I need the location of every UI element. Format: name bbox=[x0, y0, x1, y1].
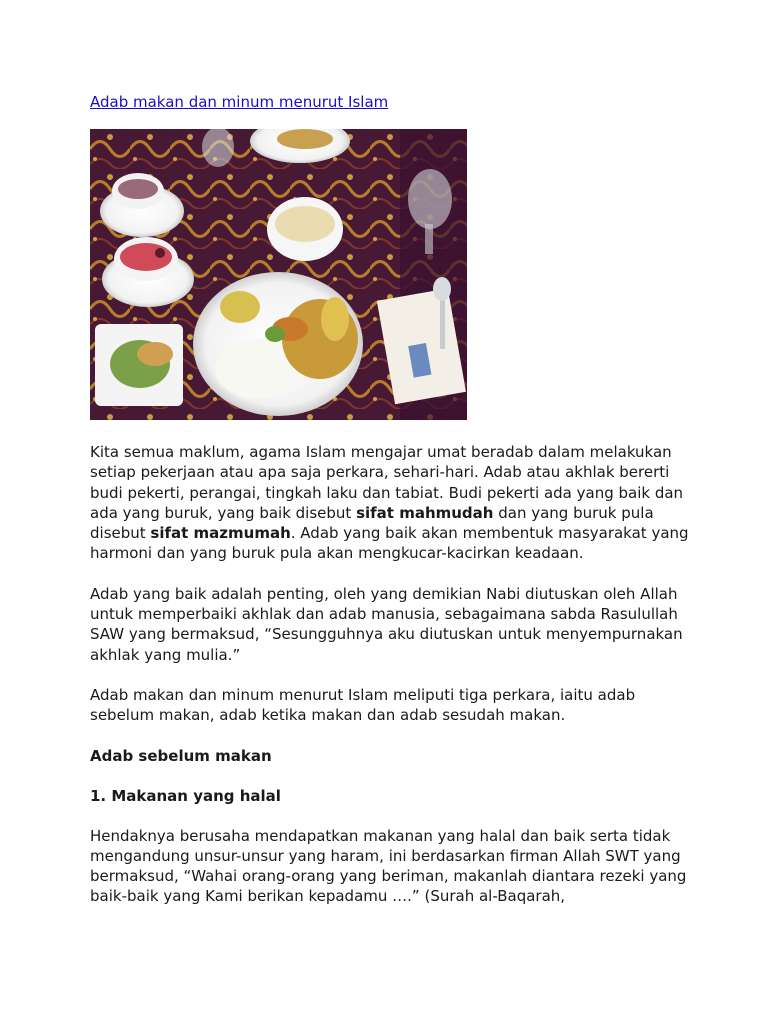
heading-makanan-halal: 1. Makanan yang halal bbox=[90, 786, 281, 805]
food-photo bbox=[90, 129, 467, 420]
article-title-link[interactable]: Adab makan dan minum menurut Islam bbox=[90, 93, 389, 111]
heading-adab-sebelum-makan: Adab sebelum makan bbox=[90, 746, 272, 765]
paragraph-tiga-perkara: Adab makan dan minum menurut Islam meliputi tiga perkara, iaitu adab sebelum makan, adab ketika makan dan adab sesudah makan. bbox=[90, 685, 636, 725]
term-sifat-mahmudah: sifat mahmudah bbox=[356, 503, 494, 522]
term-sifat-mazmumah: sifat mazmumah bbox=[150, 524, 291, 543]
article bbox=[90, 92, 690, 927]
paragraph-makanan-halal: Hendaknya berusaha mendapatkan makanan yang halal dan baik serta tidak mengandung unsur-unsur yang haram, ini berdasarkan firman Allah SWT yang bermaksud, “Wahai orang-orang yang beriman, makanlah diantara rezeki yang baik-baik yang Kami berikan kepadamu ….” (Surah al-Baqarah, bbox=[90, 826, 687, 906]
paragraph-intro-text-3: . Adab yang baik akan membentuk masyarakat yang harmoni dan yang buruk pula akan mengkucar-kacirkan keadaan. bbox=[90, 524, 689, 563]
paragraph-adab-penting: Adab yang baik adalah penting, oleh yang demikian Nabi diutuskan oleh Allah untuk memperbaiki akhlak dan adab manusia, sebagaimana sabda Rasulullah SAW yang bermaksud, “Sesungguhnya aku diutuskan untuk menyempurnakan akhlak yang mulia.” bbox=[90, 584, 683, 664]
paragraph-intro-text-1: Kita semua maklum, agama Islam mengajar umat beradab dalam melakukan setiap pekerjaan atau apa saja perkara, sehari-hari. Adab atau akhlak bererti budi pekerti, perangai, tingkah laku dan tabiat. Budi pekerti ada yang baik dan ada yang buruk, yang baik disebut bbox=[90, 443, 684, 522]
paragraph-intro-text-2: dan yang buruk pula disebut bbox=[90, 503, 654, 543]
paragraph-intro bbox=[90, 442, 690, 564]
